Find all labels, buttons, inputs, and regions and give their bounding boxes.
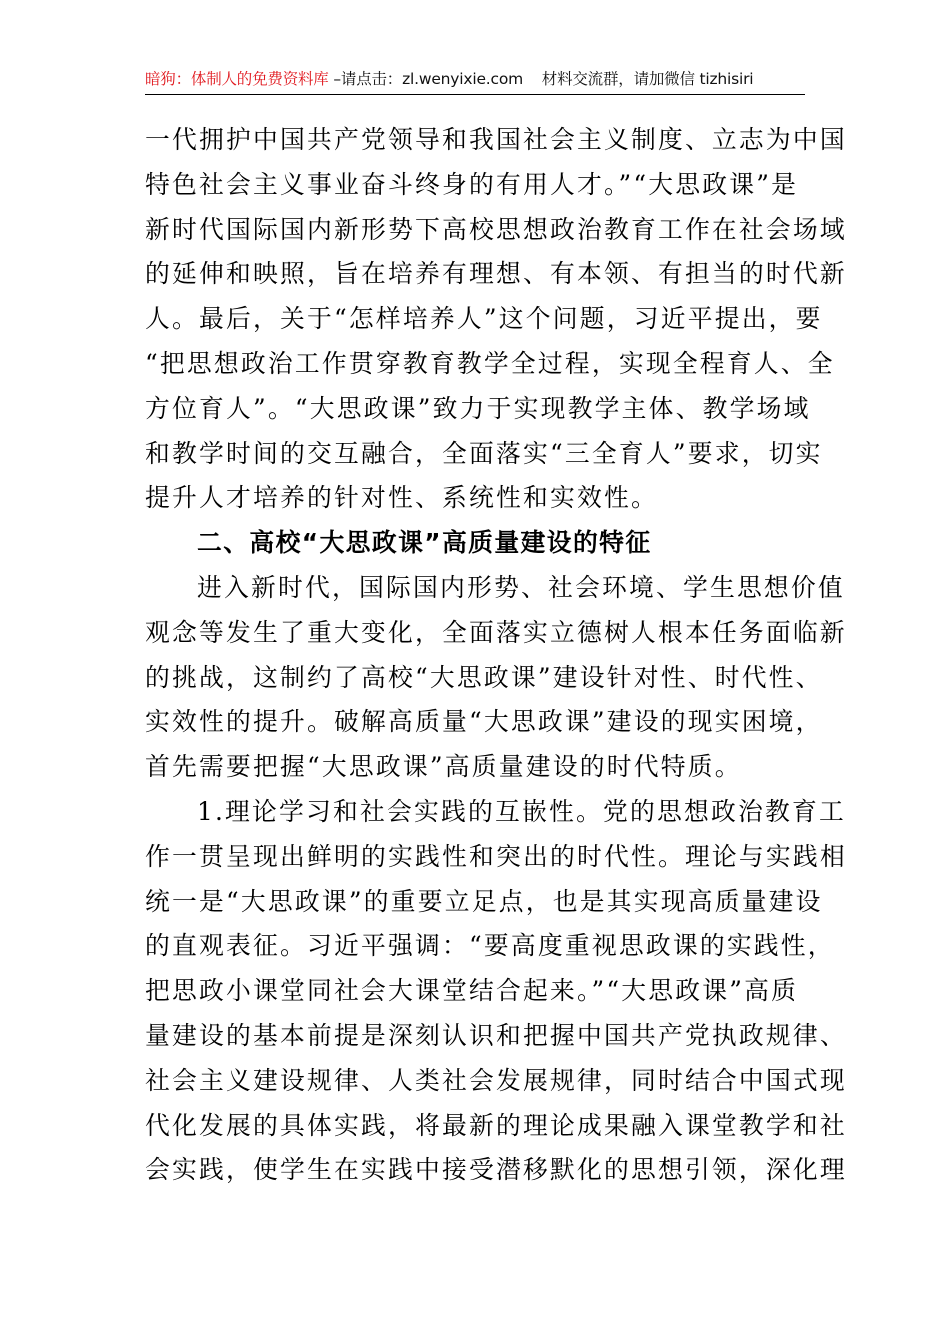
header-site-name: 暗狗：体制人的免费资料库 bbox=[145, 70, 329, 88]
text-line: 和教学时间的交互融合，全面落实“三全育人”要求，切实 bbox=[145, 438, 823, 468]
page-header bbox=[145, 66, 805, 92]
text-line: 社会主义建设规律、人类社会发展规律，同时结合中国式现 bbox=[145, 1065, 847, 1095]
text-line: 会实践，使学生在实践中接受潜移默化的思想引领，深化理 bbox=[145, 1155, 847, 1185]
text-line: 观念等发生了重大变化，全面落实立德树人根本任务面临新 bbox=[145, 617, 847, 647]
text-line: 的挑战，这制约了高校“大思政课”建设针对性、时代性、 bbox=[145, 662, 823, 692]
document-body bbox=[145, 118, 847, 1193]
text-line: 一代拥护中国共产党领导和我国社会主义制度、立志为中国 bbox=[145, 125, 847, 154]
section-heading: 二、高校“大思政课”高质量建设的特征 bbox=[197, 528, 652, 558]
text-line: 统一是“大思政课”的重要立足点，也是其实现高质量建设 bbox=[145, 886, 823, 916]
text-line: 的直观表征。习近平强调：“要高度重视思政课的实践性， bbox=[145, 931, 835, 961]
header-contact: 材料交流群，请加微信 tizhisiri bbox=[541, 70, 754, 88]
text-line: 首先需要把握“大思政课”高质量建设的时代特质。 bbox=[145, 752, 742, 782]
text-line: 特色社会主义事业奋斗终身的有用人才。”“大思政课”是 bbox=[145, 169, 799, 199]
text-line: 把思政小课堂同社会大课堂结合起来。”“大思政课”高质 bbox=[145, 976, 799, 1006]
text-line: 新时代国际国内新形势下高校思想政治教育工作在社会场域 bbox=[145, 214, 847, 244]
text-line: “把思想政治工作贯穿教育教学全过程，实现全程育人、全 bbox=[145, 348, 835, 378]
header-divider bbox=[145, 94, 805, 95]
text-line: 1.理论学习和社会实践的互嵌性。党的思想政治教育工 bbox=[197, 796, 846, 826]
text-line: 作一贯呈现出鲜明的实践性和突出的时代性。理论与实践相 bbox=[145, 841, 847, 871]
text-line: 的延伸和映照，旨在培养有理想、有本领、有担当的时代新 bbox=[145, 259, 847, 289]
text-line: 人。最后，关于“怎样培养人”这个问题，习近平提出，要 bbox=[145, 304, 823, 334]
text-line: 方位育人”。“大思政课”致力于实现教学主体、教学场域 bbox=[145, 393, 811, 423]
text-line: 代化发展的具体实践，将最新的理论成果融入课堂教学和社 bbox=[145, 1110, 847, 1140]
text-line: 量建设的基本前提是深刻认识和把握中国共产党执政规律、 bbox=[145, 1020, 847, 1050]
header-link-prompt[interactable]: –请点击：zl.wenyixie.com bbox=[333, 70, 524, 88]
text-line: 实效性的提升。破解高质量“大思政课”建设的现实困境， bbox=[145, 707, 823, 737]
text-line: 提升人才培养的针对性、系统性和实效性。 bbox=[145, 483, 658, 513]
text-line: 进入新时代，国际国内形势、社会环境、学生思想价值 bbox=[197, 572, 845, 602]
